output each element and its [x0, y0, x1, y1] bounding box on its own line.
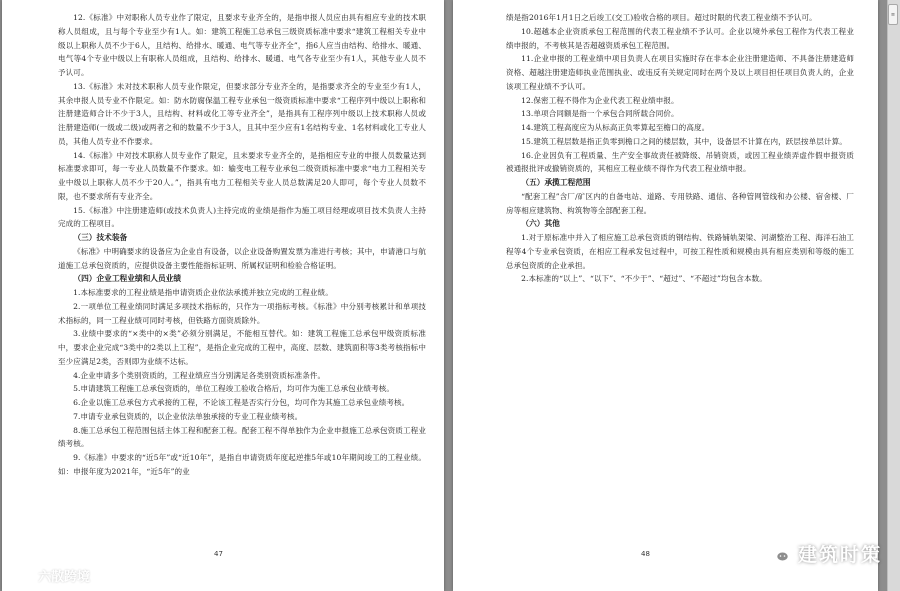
paragraph: 6.企业以施工总承包方式承接的工程，不论该工程是否实行分包，均可作为其施工总承包业绩考核。 [73, 398, 410, 407]
vertical-scrollbar[interactable] [887, 0, 900, 591]
paragraph: 8.施工总承包工程范围包括主体工程和配套工程。配套工程不得单独作为企业申报施工总承包资质工程业绩考核。 [58, 425, 426, 449]
paragraph: 13.《标准》未对技术职称人员专业作限定，但要求部分专业齐全的，是指要求齐全的专业至少有1人，其余申报人员专业不作限定。如：防水防腐保温工程专业承包一级资质标准中要求“工程序列中级以上职称和注册建造师合计不少于3人，且结构、材料或化工等专业齐全”，是指具有工程序列中级以上技术职称人员或注册建造师(一级或二级)或两者之和的数量不少于3人，且其中至少应有1名结构专业、1名材料或化工专业人员，其他人员专业不作要求。 [58, 81, 426, 146]
section-heading: （四）企业工程业绩和人员业绩 [73, 274, 182, 284]
paragraph: 5.申请建筑工程施工总承包资质的，单位工程竣工验收合格后，均可作为施工总承包业绩考核。 [73, 384, 395, 394]
section-heading: （五）承揽工程范围 [521, 178, 591, 187]
paragraph: 1.对于原标准中并入了相应施工总承包资质的钢结构、铁路铺轨架梁、河湖整治工程、海洋石油工程等4个专业承包资质，在相应工程承发包过程中，可按工程性质和规模由具有相应类别和等级的施工总承包资质的企业承担。 [506, 233, 854, 270]
paragraph: 10.超越本企业资质承包工程范围的代表工程业绩不予认可。企业以境外承包工程作为代表工程业绩申报的，不考核其是否超越资质承包工程范围。 [506, 26, 854, 50]
paragraph: 2.本标准的“以上”、“以下”、“不少于”、“超过”、“不超过”均包含本数。 [521, 274, 767, 284]
page-number: 47 [214, 550, 223, 558]
paragraph: 4.企业申请多个类别资质的，工程业绩应当分别满足各类别资质标准条件。 [73, 370, 326, 380]
paragraph: 13.单项合同额是指一个承包合同所载合同价。 [521, 109, 679, 119]
paragraph: 16.企业因负有工程质量、生产安全事故责任被降级、吊销资质，或因工程业绩弄虚作假申报资质被通报批评或撤销资质的，其相应工程业绩不得作为代表工程业绩申报。 [506, 150, 854, 174]
paragraph: 2.一项单位工程业绩同时满足多项技术指标的，只作为一项指标考核。《标准》中分别考核累计和单项技术指标的，同一工程业绩可同时考核，但铁路方面资质除外。 [58, 301, 426, 325]
paragraph: 15.建筑工程层数是指正负零到檐口之间的楼层数，其中，设备层不计算在内，跃层按单层计算。 [521, 136, 847, 146]
paragraph: 11.企业申报的工程业绩中项目负责人在项目实施时存在非本企业注册建造师、不具备注册建造师资格、超越注册建造师执业范围执业、或违反有关规定同时在两个及以上项目担任项目负责人的，企业该项工程业绩不予认可。 [506, 54, 854, 91]
page-number: 48 [641, 550, 650, 558]
page-content [58, 11, 426, 479]
watermark-right-text: 建筑时策 [797, 544, 882, 566]
paragraph: 1.本标准要求的工程业绩是指申请资质企业依法承揽并独立完成的工程业绩。 [73, 288, 333, 297]
paragraph: 9.《标准》中要求的“近5年”或“近10年”，是指自申请资质年度起逆推5年或10年期间竣工的工程业绩。如：申报年度为2021年，“近5年”的业 [58, 453, 426, 476]
section-heading: （六）其他 [521, 219, 560, 229]
page-content [506, 11, 854, 286]
paragraph: 7.申请专业承包资质的，以企业依法单独承接的专业工程业绩考核。 [73, 411, 303, 421]
paragraph: 绩是指2016年1月1日之后竣工(交工)验收合格的项目。超过时限的代表工程业绩不予认可。 [506, 13, 817, 22]
page-47 [2, 0, 444, 591]
paragraph: 3.业绩中要求的“×类中的×类”必须分别满足，不能相互替代。如：建筑工程施工总承包甲级资质标准中，要求企业完成“3类中的2类以上工程”，是指企业完成的工程中，高度、层数、建筑面积等3类考核指标中至少应满足2类，否则即为业绩不达标。 [58, 329, 426, 366]
wechat-icon [768, 544, 790, 564]
paragraph: 12.保密工程不得作为企业代表工程业绩申报。 [521, 95, 679, 105]
paragraph: 《标准》中明确要求的设备应为企业自有设备，以企业设备购置发票为准进行考核；其中，申请港口与航道施工总承包资质的，应提供设备主要性能指标证明、所属权证明和检验合格证明。 [58, 246, 426, 270]
watermark-right [768, 540, 882, 567]
paragraph: “配套工程”含厂/矿区内的自备电站、道路、专用铁路、通信、各种管网管线和办公楼、宿舍楼、厂房等相应建筑物、构筑物等全部配套工程。 [506, 191, 854, 215]
watermark-left [6, 566, 90, 585]
paragraph: 14.建筑工程高度应为从标高正负零算起至檐口的高度。 [521, 123, 710, 132]
grip-icon: ≡ [890, 11, 896, 18]
page-48 [453, 0, 878, 591]
scrollbar-thumb[interactable] [888, 4, 898, 25]
paragraph: 14.《标准》中对技术职称人员专业作了限定，且未要求专业齐全的，是指相应专业的申报人员数量达到标准要求即可，每一专业人员数量不作要求。如：输变电工程专业承包二级资质标准中要求“电力工程相关专业中级以上职称人员不少于20人。”，指具有电力工程相关专业人员总数满足20人即可，每个专业人员数不限，也不要求所有专业齐全。 [58, 150, 426, 201]
cloud-logo-icon [6, 567, 32, 585]
paragraph: 12.《标准》中对职称人员专业作了限定，且要求专业齐全的，是指申报人员应由具有相应专业的技术职称人员组成，且与每个专业至少有1人。如：建筑工程施工总承包三级资质标准中要求“建筑工程相关专业中级以上职称人员不少于6人，且结构、给排水、暖通、电气等专业齐全”，指6人应当由结构、给排水、暖通、电气等4个专业中级以上有职称人员组成，且结构、给排水、暖通、电气各专业至少有1人，其他专业人员不予认可。 [58, 13, 426, 77]
watermark-left-text: 六散跨境 [38, 570, 91, 585]
section-heading: （三）技术装备 [73, 233, 128, 242]
paragraph: 15.《标准》中注册建造师(或技术负责人)主持完成的业绩是指作为施工项目经理或项目技术负责人主持完成的工程项目。 [58, 205, 426, 229]
